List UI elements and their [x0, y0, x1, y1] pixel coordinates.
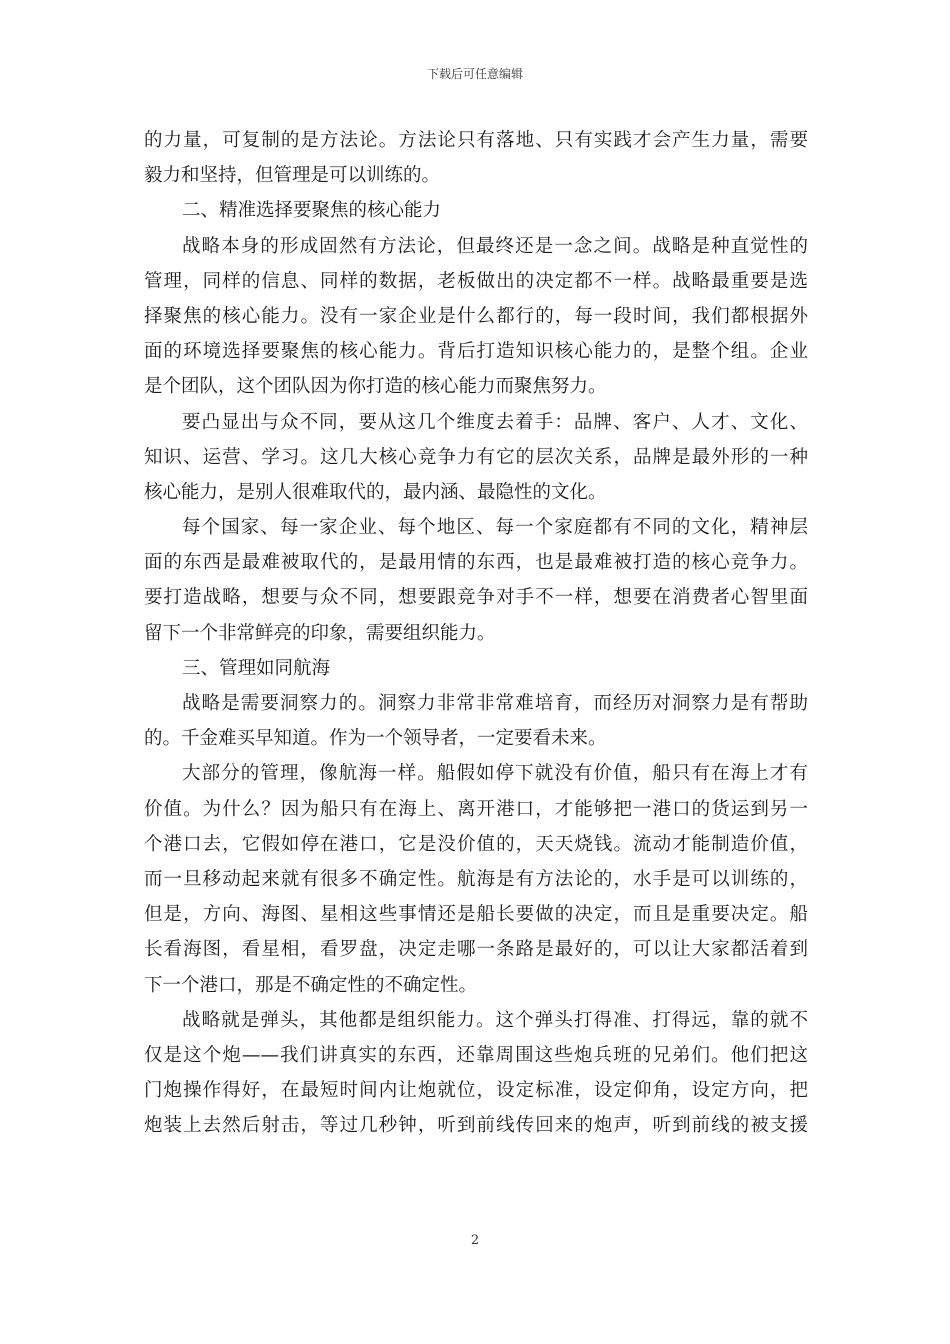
text-line: 战略是需要洞察力的。洞察力非常非常难培育，而经历对洞察力是有帮助 [182, 693, 808, 714]
text-line: 择聚焦的核心能力。没有一家企业是什么都行的，每一段时间，我们都根据外 [144, 305, 808, 327]
text-line: 核心能力，是别人很难取代的，最内涵、最隐性的文化。 [144, 481, 607, 503]
text-line: 而一旦移动起来就有很多不确定性。航海是有方法论的，水手是可以训练的， [144, 868, 808, 890]
paragraph [144, 651, 808, 686]
text-line: 但是，方向、海图、星相这些事情还是船长要做的决定，而且是重要决定。船 [144, 904, 808, 926]
paragraph [144, 510, 808, 651]
paragraph [144, 193, 808, 228]
text-line: 大部分的管理，像航海一样。船假如停下就没有价值，船只有在海上才有 [182, 763, 808, 785]
text-line: 战略本身的形成固然有方法论，但最终还是一念之间。战略是种直觉性的 [182, 235, 808, 257]
page-number: 2 [470, 1233, 480, 1248]
text-line: 毅力和坚持，但管理是可以训练的。 [144, 165, 441, 187]
paragraph [144, 405, 808, 511]
text-line: 价值。为什么？因为船只有在海上、离开港口，才能够把一港口的货运到另一 [144, 798, 808, 820]
text-line: 每个国家、每一家企业、每个地区、每一个家庭都有不同的文化，精神层 [182, 517, 808, 539]
text-line: 留下一个非常鲜亮的印象，需要组织能力。 [144, 622, 496, 644]
text-line: 的。千金难买早知道。作为一个领导者，一定要看未来。 [144, 728, 607, 750]
text-line: 炮装上去然后射击，等过几秒钟，听到前线传回来的炮声，听到前线的被支援 [144, 1115, 808, 1137]
text-line: 个港口去，它假如停在港口，它是没价值的，天天烧钱。流动才能制造价值， [144, 833, 808, 855]
paragraph [144, 229, 808, 405]
text-line: 是个团队，这个团队因为你打造的核心能力而聚焦努力。 [144, 376, 607, 398]
paragraph [144, 686, 808, 756]
text-line: 仅是这个炮——我们讲真实的东西，还靠周围这些炮兵班的兄弟们。他们把这 [144, 1044, 808, 1066]
text-line: 下一个港口，那是不确定性的不确定性。 [144, 974, 478, 996]
text-line: 二、精准选择要聚焦的核心能力 [182, 200, 442, 222]
text-line: 面的东西是最难被取代的，是最用情的东西，也是最难被打造的核心竞争力。 [144, 552, 808, 574]
text-line: 知识、运营、学习。这几大核心竞争力有它的层次关系，品牌是最外形的一种 [144, 446, 808, 468]
text-line: 要凸显出与众不同，要从这几个维度去着手：品牌、客户、人才、文化、 [182, 411, 808, 433]
text-line: 要打造战略，想要与众不同，想要跟竞争对手不一样，想要在消费者心智里面 [144, 587, 808, 609]
paragraph [144, 123, 808, 193]
text-line: 面的环境选择要聚焦的核心能力。背后打造知识核心能力的，是整个组。企业 [144, 341, 808, 363]
document-body [144, 123, 808, 1143]
text-line: 三、管理如同航海 [182, 657, 331, 679]
text-line: 长看海图，看星相，看罗盘，决定走哪一条路是最好的，可以让大家都活着到 [144, 939, 808, 961]
text-line: 门炮操作得好，在最短时间内让炮就位，设定标准，设定仰角，设定方向，把 [144, 1080, 808, 1102]
text-line: 管理，同样的信息、同样的数据，老板做出的决定都不一样。战略最重要是选 [144, 270, 808, 292]
page-header: 下载后可任意编辑 [426, 67, 523, 81]
paragraph [144, 1003, 808, 1144]
paragraph [144, 756, 808, 1002]
text-line: 的力量，可复制的是方法论。方法论只有落地、只有实践才会产生力量，需要 [144, 130, 808, 151]
text-line: 战略就是弹头，其他都是组织能力。这个弹头打得准、打得远，靠的就不 [182, 1009, 808, 1031]
